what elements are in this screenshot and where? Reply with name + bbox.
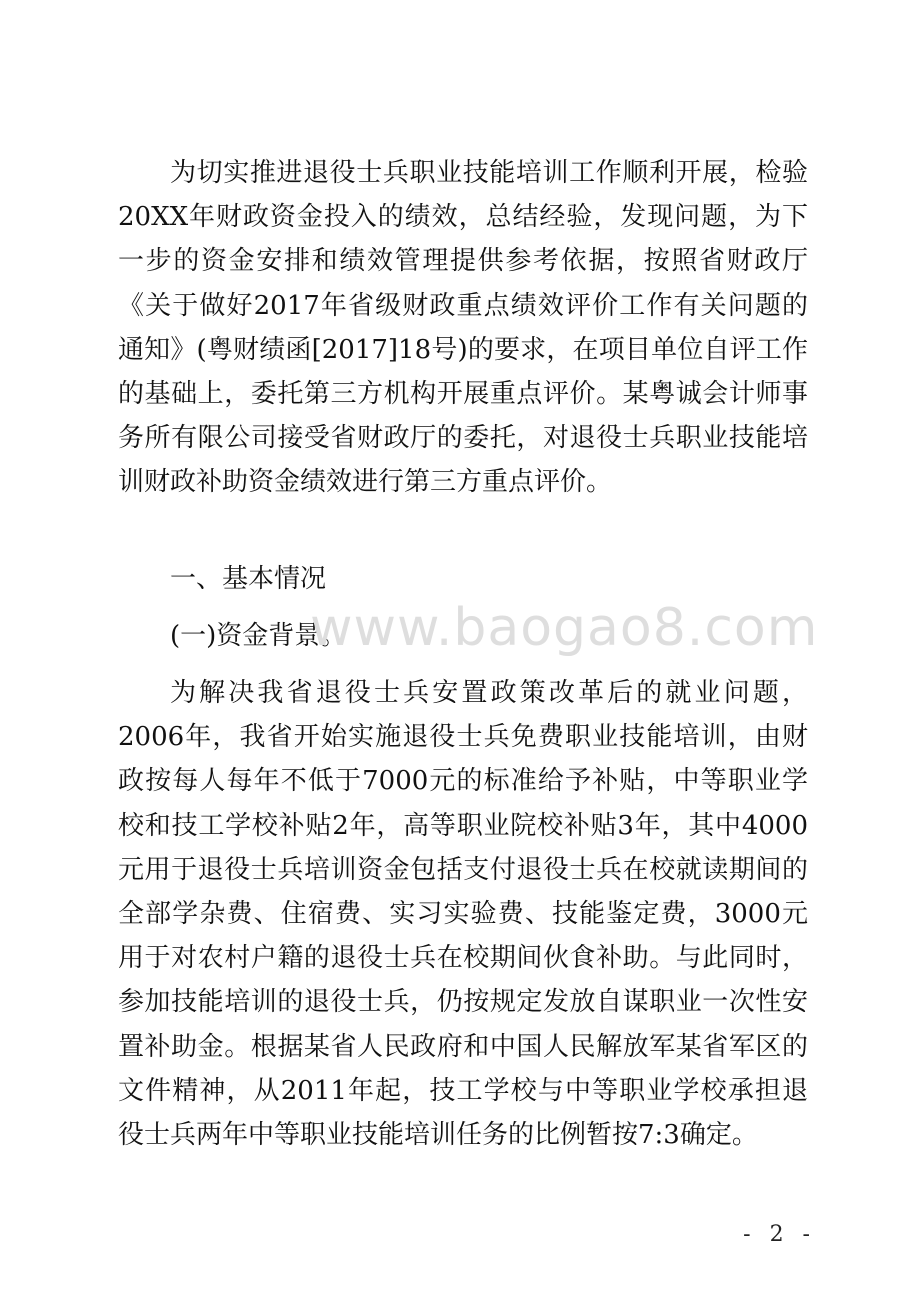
subsection-heading: (一)资金背景。 bbox=[170, 621, 347, 651]
paragraph-intro: 为切实推进退役士兵职业技能培训工作顺利开展，检验20XX年财政资金投入的绩效，总结经验，发现问题，为下一步的资金安排和绩效管理提供参考依据，按照省财政厅《关于做好2017年省级财政重点绩效评价工作有关问题的通知》(粤财绩函[2017]18号)的要求，在项目单位自评工作的基础上，委托第三方机构开展重点评价。某粤诚会计师事务所有限公司接受省财政厅的委托，对退役士兵职业技能培训财政补助资金绩效进行第三方重点评价。 bbox=[118, 158, 808, 498]
section-heading: 一、基本情况 bbox=[170, 564, 327, 594]
paragraph-background: 为解决我省退役士兵安置政策改革后的就业问题，2006年，我省开始实施退役士兵免费职业技能培训，由财政按每人每年不低于7000元的标准给予补贴，中等职业学校和技工学校补贴2年，高等职业院校补贴3年，其中4000元用于退役士兵培训资金包括支付退役士兵在校就读期间的全部学杂费、住宿费、实习实验费、技能鉴定费，3000元用于对农村户籍的退役士兵在校期间伙食补助。与此同时，参加技能培训的退役士兵，仍按规定发放自谋职业一次性安置补助金。根据某省人民政府和中国人民解放军某省军区的文件精神，从2011年起，技工学校与中等职业学校承担退役士兵两年中等职业技能培训任务的比例暂按7:3确定。 bbox=[118, 678, 808, 1151]
page-number: - 2 - bbox=[743, 1222, 816, 1247]
watermark: www.baogao8.com bbox=[310, 598, 819, 658]
